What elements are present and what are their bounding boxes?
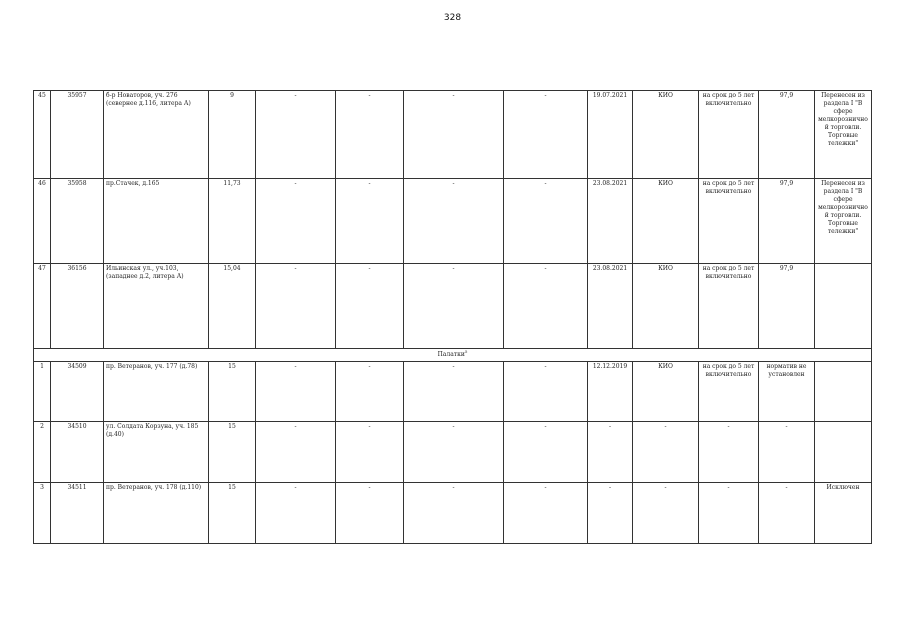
cell-id: 34510 bbox=[51, 422, 104, 483]
cell-col8: - bbox=[504, 483, 588, 544]
cell-area: 11,73 bbox=[209, 179, 256, 264]
section-title: Палатки bbox=[437, 351, 465, 358]
cell-col5: - bbox=[256, 362, 336, 422]
cell-col7: - bbox=[404, 179, 504, 264]
cell-pct: - bbox=[759, 422, 815, 483]
cell-address: пр.Стачек, д.165 bbox=[104, 179, 209, 264]
cell-area: 15,04 bbox=[209, 264, 256, 349]
cell-col6: - bbox=[336, 362, 404, 422]
cell-col5: - bbox=[256, 91, 336, 179]
cell-term: - bbox=[699, 483, 759, 544]
cell-id: 34511 bbox=[51, 483, 104, 544]
cell-area: 9 bbox=[209, 91, 256, 179]
cell-pct: норматив не установлен bbox=[759, 362, 815, 422]
cell-no: 3 bbox=[34, 483, 51, 544]
table-row bbox=[34, 91, 872, 179]
page-number: 328 bbox=[443, 13, 462, 23]
cell-col6: - bbox=[336, 264, 404, 349]
cell-note: Перенесен из раздела I "В сфере мелкорозничной торговли. Торговые тележки" bbox=[815, 179, 872, 264]
cell-col8: - bbox=[504, 179, 588, 264]
cell-col7: - bbox=[404, 362, 504, 422]
cell-org: КИО bbox=[633, 264, 699, 349]
cell-id: 34509 bbox=[51, 362, 104, 422]
cell-term: на срок до 5 лет включительно bbox=[699, 362, 759, 422]
cell-id: 36156 bbox=[51, 264, 104, 349]
cell-date: - bbox=[588, 422, 633, 483]
cell-org: - bbox=[633, 422, 699, 483]
cell-col8: - bbox=[504, 362, 588, 422]
table-row bbox=[34, 483, 872, 544]
cell-address: Ильинская ул., уч.103, (западнее д.2, литера А) bbox=[104, 264, 209, 349]
cell-no: 1 bbox=[34, 362, 51, 422]
cell-date: - bbox=[588, 483, 633, 544]
cell-col7: - bbox=[404, 264, 504, 349]
cell-no: 45 bbox=[34, 91, 51, 179]
cell-pct: 97,9 bbox=[759, 91, 815, 179]
cell-col5: - bbox=[256, 264, 336, 349]
cell-no: 47 bbox=[34, 264, 51, 349]
cell-pct: - bbox=[759, 483, 815, 544]
cell-col5: - bbox=[256, 422, 336, 483]
cell-col5: - bbox=[256, 483, 336, 544]
cell-date: 12.12.2019 bbox=[588, 362, 633, 422]
cell-col6: - bbox=[336, 91, 404, 179]
cell-no: 2 bbox=[34, 422, 51, 483]
cell-col6: - bbox=[336, 422, 404, 483]
cell-col7: - bbox=[404, 422, 504, 483]
cell-date: 23.08.2021 bbox=[588, 179, 633, 264]
cell-col6: - bbox=[336, 179, 404, 264]
cell-org: - bbox=[633, 483, 699, 544]
cell-id: 35957 bbox=[51, 91, 104, 179]
cell-col5: - bbox=[256, 179, 336, 264]
cell-term: на срок до 5 лет включительно bbox=[699, 264, 759, 349]
cell-id: 35958 bbox=[51, 179, 104, 264]
cell-no: 46 bbox=[34, 179, 51, 264]
cell-note bbox=[815, 264, 872, 349]
section-title-cell bbox=[34, 349, 872, 362]
cell-area: 15 bbox=[209, 422, 256, 483]
cell-col8: - bbox=[504, 264, 588, 349]
cell-pct: 97,9 bbox=[759, 179, 815, 264]
table-row bbox=[34, 264, 872, 349]
cell-col7: - bbox=[404, 483, 504, 544]
cell-date: 19.07.2021 bbox=[588, 91, 633, 179]
table-row bbox=[34, 422, 872, 483]
cell-address: пр. Ветеранов, уч. 177 (д.78) bbox=[104, 362, 209, 422]
table-row bbox=[34, 362, 872, 422]
cell-term: на срок до 5 лет включительно bbox=[699, 91, 759, 179]
cell-address: б-р Новаторов, уч. 276 (севернее д.116, литера А) bbox=[104, 91, 209, 179]
cell-pct: 97,9 bbox=[759, 264, 815, 349]
section-footnote-mark: 5 bbox=[464, 349, 468, 354]
cell-col7: - bbox=[404, 91, 504, 179]
section-row bbox=[34, 349, 872, 362]
cell-date: 23.08.2021 bbox=[588, 264, 633, 349]
table-row bbox=[34, 179, 872, 264]
cell-area: 15 bbox=[209, 483, 256, 544]
cell-col6: - bbox=[336, 483, 404, 544]
cell-org: КИО bbox=[633, 179, 699, 264]
cell-area: 15 bbox=[209, 362, 256, 422]
cell-note: Исключен bbox=[815, 483, 872, 544]
cell-address: пр. Ветеранов, уч. 178 (д.110) bbox=[104, 483, 209, 544]
cell-org: КИО bbox=[633, 362, 699, 422]
cell-org: КИО bbox=[633, 91, 699, 179]
cell-note: Перенесен из раздела I "В сфере мелкорозничной торговли. Торговые тележки" bbox=[815, 91, 872, 179]
registry-table bbox=[33, 90, 872, 544]
cell-note bbox=[815, 422, 872, 483]
cell-col8: - bbox=[504, 91, 588, 179]
cell-note bbox=[815, 362, 872, 422]
cell-address: ул. Солдата Корзуна, уч. 185 (д.40) bbox=[104, 422, 209, 483]
cell-term: - bbox=[699, 422, 759, 483]
cell-col8: - bbox=[504, 422, 588, 483]
cell-term: на срок до 5 лет включительно bbox=[699, 179, 759, 264]
